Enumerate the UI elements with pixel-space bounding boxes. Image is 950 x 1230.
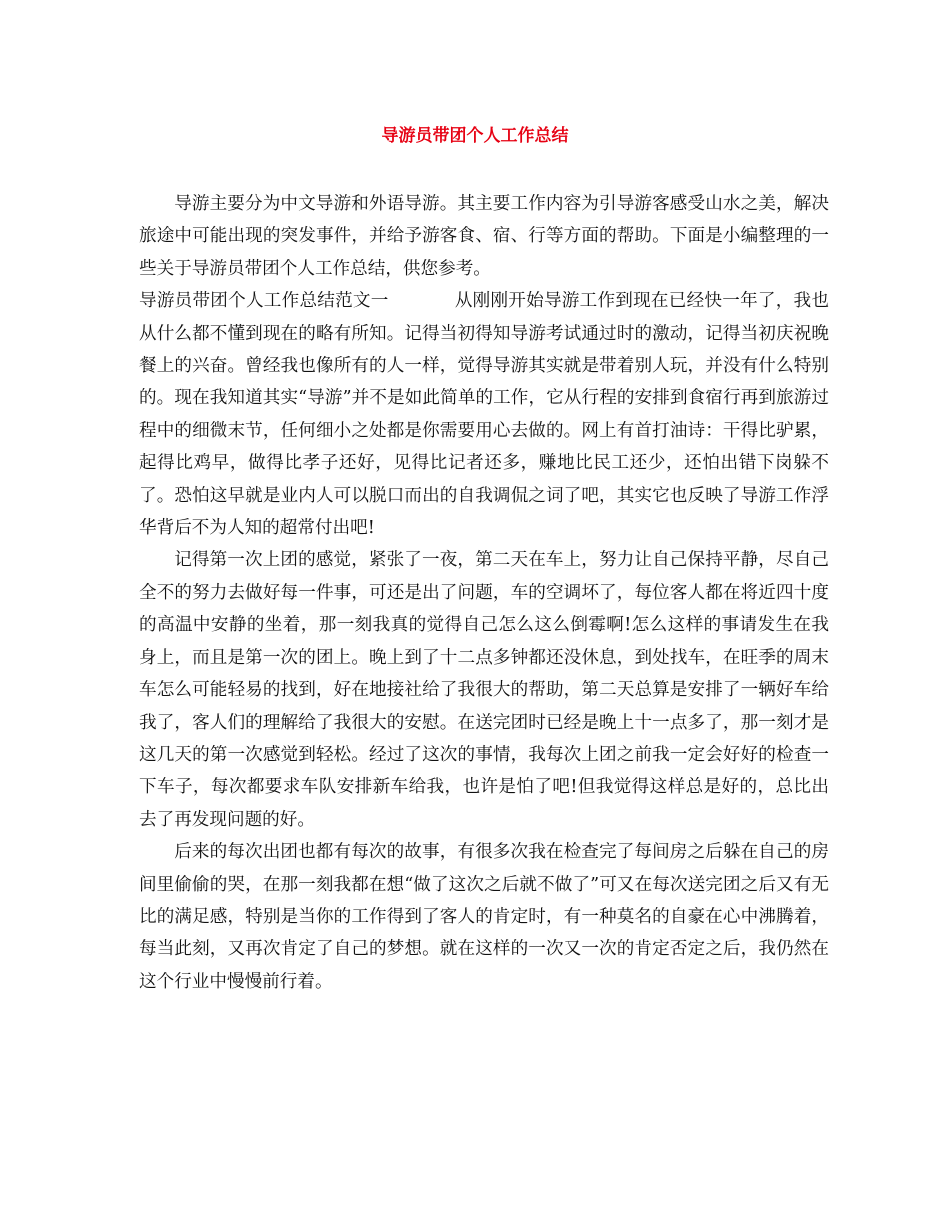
paragraph-2: 记得第一次上团的感觉，紧张了一夜，第二天在车上，努力让自己保持平静，尽自己全不的努力去做好每一件事，可还是出了问题，车的空调坏了，每位客人都在将近四十度的高温中安静的坐着，那一刻我真的觉得自己怎么这么倒霉啊!怎么这样的事请发生在我身上，而且是第一次的团上。晚上到了十二点多钟都还没休息，到处找车，在旺季的周末车怎么可能轻易的找到，好在地接社给了我很大的帮助，第二天总算是安排了一辆好车给我了，客人们的理解给了我很大的安慰。在送完团时已经是晚上十一点多了，那一刻才是这几天的第一次感觉到轻松。经过了这次的事情，我每次上团之前我一定会好好的检查一下车子，每次都要求车队安排新车给我，也许是怕了吧!但我觉得这样总是好的，总比出去了再发现问题的好。 [139, 550, 829, 830]
paragraph-3: 后来的每次出团也都有每次的故事，有很多次我在检查完了每间房之后躲在自己的房间里偷偷的哭，在那一刻我都在想“做了这次之后就不做了”可又在每次送完团之后又有无比的满足感，特别是当你的工作得到了客人的肯定时，有一种莫名的自豪在心中沸腾着，每当此刻，又再次肯定了自己的梦想。就在这样的一次又一次的肯定否定之后，我仍然在这个行业中慢慢前行着。 [139, 842, 829, 992]
intro-paragraph: 导游主要分为中文导游和外语导游。其主要工作内容为引导游客感受山水之美，解决旅途中可能出现的突发事件，并给予游客食、宿、行等方面的帮助。下面是小编整理的一些关于导游员带团个人工作总结，供您参考。 [139, 194, 829, 279]
section-paragraph-1 [139, 285, 829, 544]
section-heading: 导游员带团个人工作总结范文一 [139, 291, 389, 312]
document-title: 导游员带团个人工作总结 [381, 126, 569, 146]
paragraph-1-text: 从刚刚开始导游工作到现在已经快一年了，我也从什么都不懂到现在的略有所知。记得当初得知导游考试通过时的激动，记得当初庆祝晚餐上的兴奋。曾经我也像所有的人一样，觉得导游其实就是带着别人玩，并没有什么特别的。现在我知道其实“导游”并不是如此简单的工作，它从行程的安排到食宿行再到旅游过程中的细微末节，任何细小之处都是你需要用心去做的。网上有首打油诗：干得比驴累，起得比鸡早，做得比孝子还好，见得比记者还多，赚地比民工还少，还怕出错下岗躲不了。恐怕这早就是业内人可以脱口而出的自我调侃之词了吧，其实它也反映了导游工作浮华背后不为人知的超常付出吧! [139, 291, 829, 539]
document-body [139, 188, 829, 998]
